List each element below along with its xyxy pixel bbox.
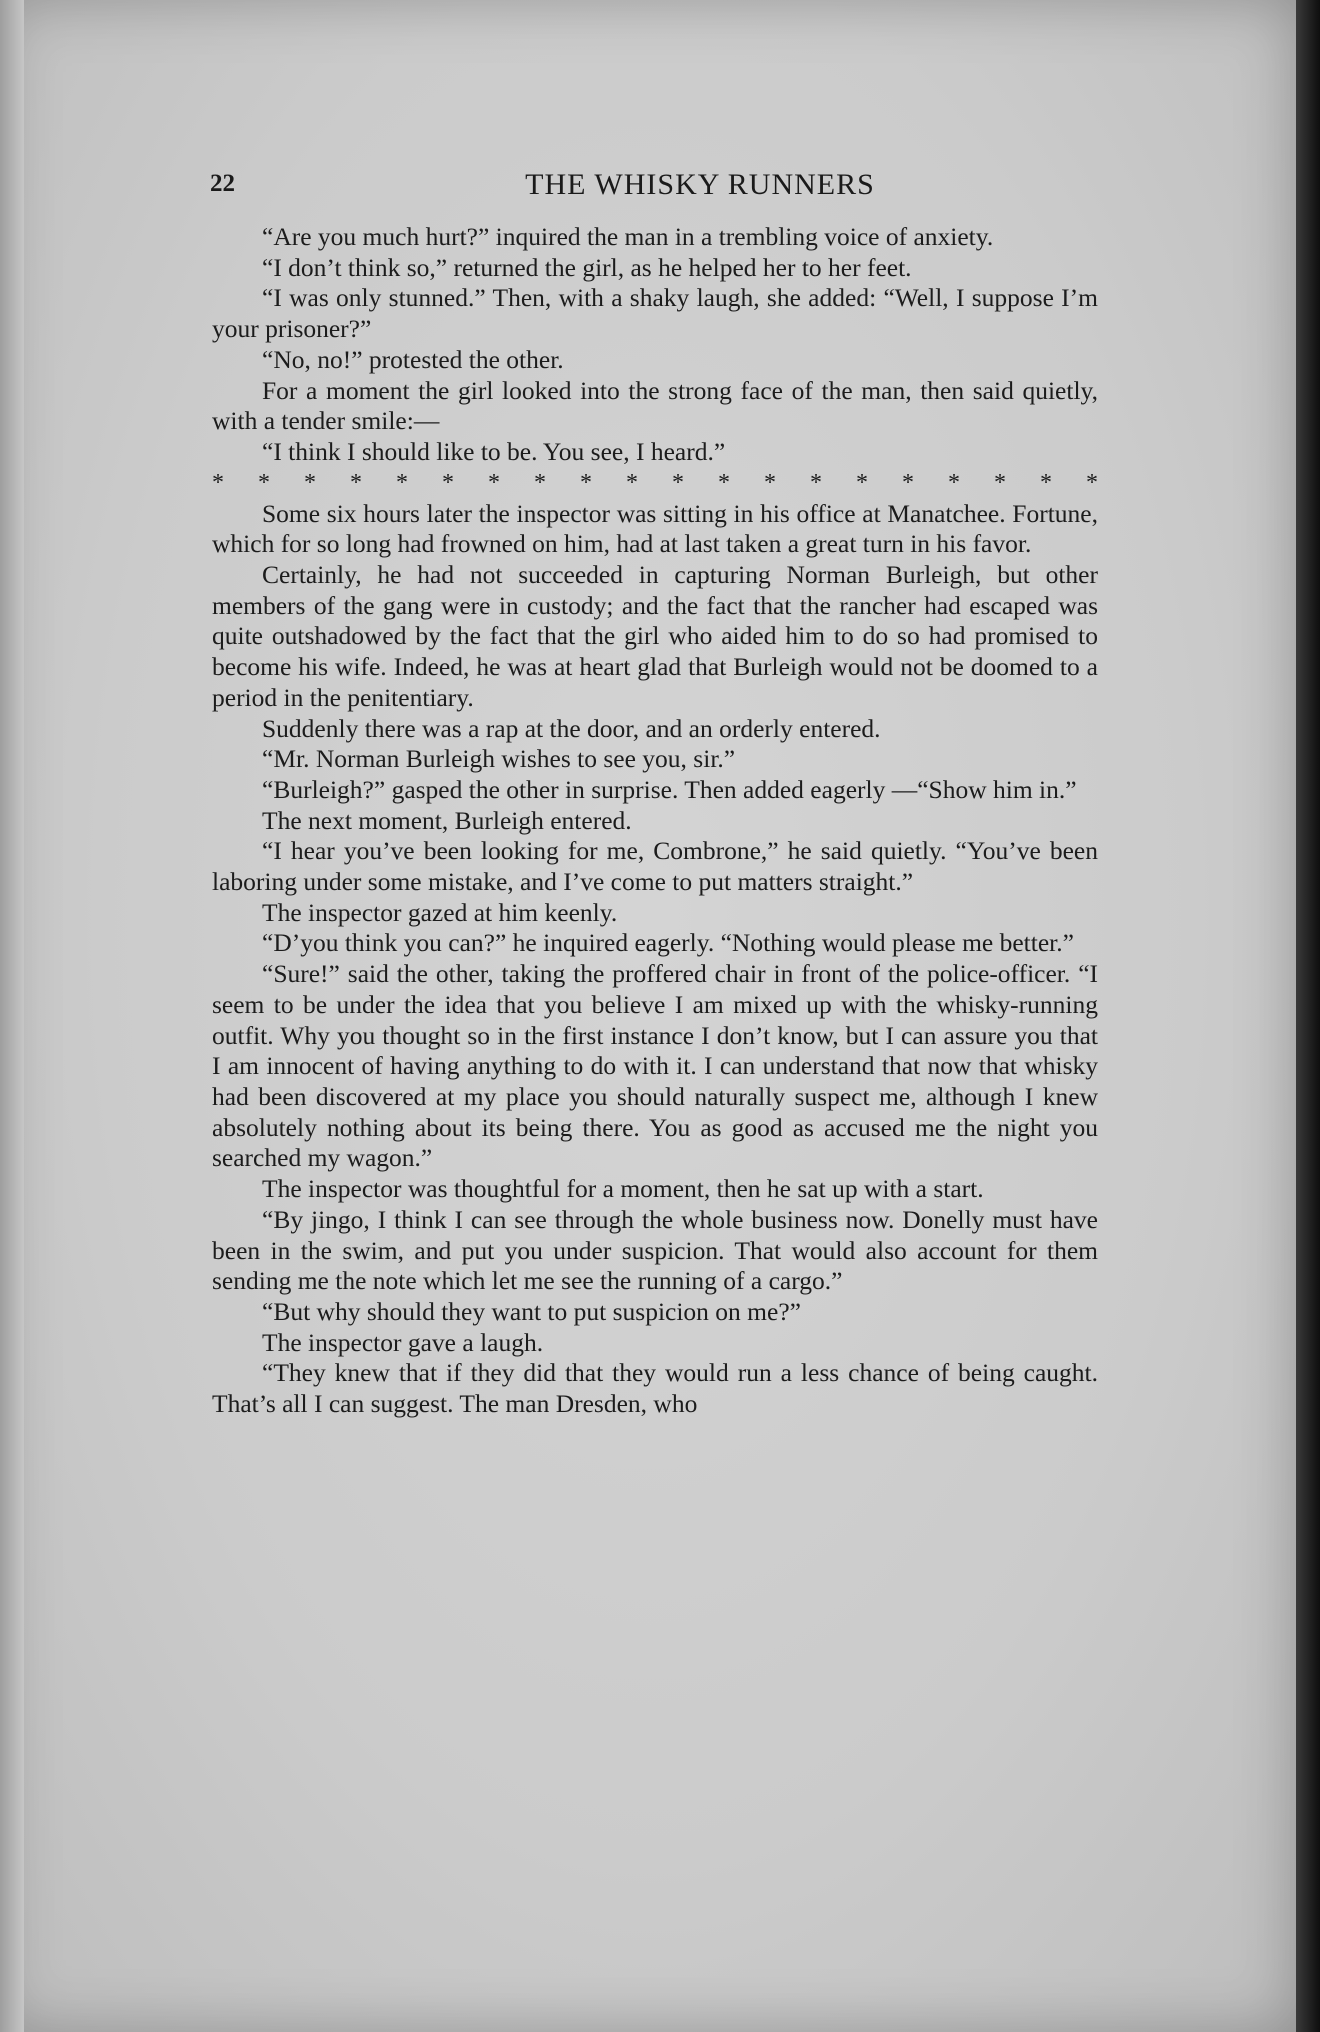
paragraph: “Mr. Norman Burleigh wishes to see you, sir.”	[262, 744, 736, 774]
page-number: 22	[210, 170, 235, 197]
paragraph: “I hear you’ve been looking for me, Combrone,” he said quietly. “You’ve been laboring under some mistake, and I’ve come to put matters straight.”	[212, 836, 1098, 897]
paragraph: “I was only stunned.” Then, with a shaky laugh, she added: “Well, I suppose I’m your prisoner?”	[212, 283, 1098, 344]
paragraph: The next moment, Burleigh entered.	[262, 805, 632, 835]
paragraph: “I think I should like to be. You see, I heard.”	[262, 436, 726, 466]
paragraph: “But why should they want to put suspicion on me?”	[262, 1296, 801, 1326]
paragraph: “Are you much hurt?” inquired the man in a trembling voice of anxiety.	[262, 222, 994, 251]
paragraph: “No, no!” protested the other.	[262, 344, 564, 374]
paragraph: “Sure!” said the other, taking the proffered chair in front of the police-officer. “I seem to be under the idea that you believe I am mixed up with the whisky-running outfit. Why you thought so in the first instance I don’t know, but I can assure you that I am innocent of having anything to do with it. I can understand that now that whisky had been discovered at my place you should naturally suspect me, although I knew absolutely nothing about its being there. You as good as accused me the night you searched my wagon.”	[212, 959, 1098, 1173]
book-gutter-shadow	[1296, 0, 1320, 2032]
paragraph: Certainly, he had not succeeded in capturing Norman Burleigh, but other members of the gang were in custody; and the fact that the rancher had escaped was quite outshadowed by the fact that the girl who aided him to do so had promised to become his wife. Indeed, he was at heart glad that Burleigh would not be doomed to a period in the penitentiary.	[212, 560, 1098, 712]
paragraph: “I don’t think so,” returned the girl, as he helped her to her feet.	[262, 252, 912, 282]
section-divider: * * * * * * * * * * * * * * * * * * * *	[212, 469, 1098, 496]
body-text	[212, 222, 1098, 1420]
paragraph: For a moment the girl looked into the strong face of the man, then said quietly, with a tender smile:—	[212, 375, 1098, 436]
paragraph: “Burleigh?” gasped the other in surprise. Then added eagerly —“Show him in.”	[262, 774, 1077, 804]
paragraph: The inspector was thoughtful for a moment, then he sat up with a start.	[262, 1174, 984, 1204]
paragraph: “D’you think you can?” he inquired eagerly. “Nothing would please me better.”	[262, 928, 1074, 958]
paragraph: “By jingo, I think I can see through the whole business now. Donelly must have been in the swim, and put you under suspicion. That would also account for them sending me the note which let me see the running of a cargo.”	[212, 1204, 1098, 1296]
running-head: THE WHISKY RUNNERS	[525, 168, 875, 201]
page-left-edge	[0, 0, 24, 2032]
paragraph: Some six hours later the inspector was sitting in his office at Manatchee. Fortune, which for so long had frowned on him, had at last taken a great turn in his favor.	[212, 498, 1098, 559]
paragraph: The inspector gave a laugh.	[262, 1327, 544, 1357]
paragraph: Suddenly there was a rap at the door, and an orderly entered.	[262, 713, 881, 743]
paragraph: “They knew that if they did that they would run a less chance of being caught. That’s all I can suggest. The man Dresden, who	[212, 1358, 1098, 1419]
paragraph: The inspector gazed at him keenly.	[262, 897, 618, 927]
